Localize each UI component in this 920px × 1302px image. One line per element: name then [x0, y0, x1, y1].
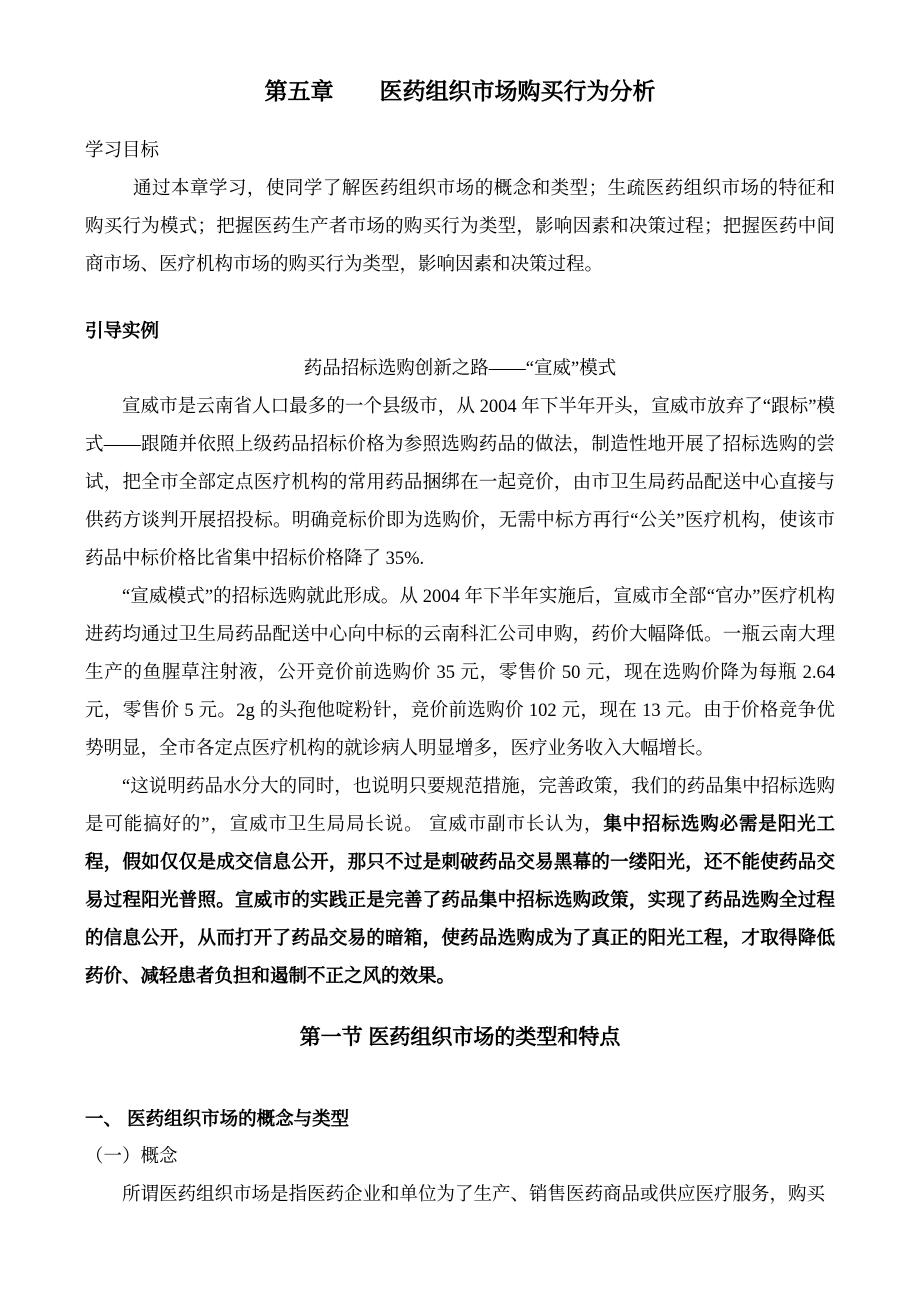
section-title: 第一节 医药组织市场的类型和特点 [299, 1026, 621, 1049]
subheading-concept: （一）概念 [85, 1147, 178, 1167]
example-paragraph-2: “宣威模式”的招标选购就此形成。从 2004 年下半年实施后，宣威市全部“官办”医疗机构进药均通过卫生局药品配送中心向中标的云南科汇公司申购，药价大幅降低。一瓶云南大理生产的鱼腥草注射液，公开竞价前选购价 35 元，零售价 50 元，现在选购价降为每瓶 2.64 元，零售价 5 元。2g 的头孢他啶粉针，竞价前选购价 102 元，现在 13 元。由于价格竞争优势明显，全市各定点医疗机构的就诊病人明显增多，医疗业务收入大幅增长。 [85, 587, 835, 759]
learning-goal-paragraph: 通过本章学习，使同学了解医药组织市场的概念和类型；生疏医药组织市场的特征和购买行为模式；把握医药生产者市场的购买行为类型，影响因素和决策过程；把握医药中间商市场、医疗机构市场的购买行为类型，影响因素和决策过程。 [85, 179, 835, 275]
learning-goal-label: 学习目标 [85, 141, 160, 161]
example-paragraph-1: 宣威市是云南省人口最多的一个县级市，从 2004 年下半年开头，宣威市放弃了“跟标”模式——跟随并依照上级药品招标价格为参照选购药品的做法，制造性地开展了招标选购的尝试，把全市全部定点医疗机构的常用药品捆绑在一起竞价，由市卫生局药品配送中心直接与供药方谈判开展招投标。明确竞标价即为选购价，无需中标方再行“公关”医疗机构，使该市药品中标价格比省集中招标价格降了 35%. [85, 397, 835, 569]
example-paragraph-3-bold-run: 集中招标选购必需是阳光工程，假如仅仅是成交信息公开，那只不过是刺破药品交易黑幕的一缕阳光，还不能使药品交易过程阳光普照。宣威市的实践正是完善了药品集中招标选购政策，实现了药品选购全过程的信息公开，从而打开了药品交易的暗箱，使药品选购成为了真正的阳光工程，才取得降低药价、减轻患者负担和遏制不正之风的效果。 [85, 815, 835, 987]
example-label: 引导实例 [85, 320, 160, 341]
heading-concept-and-types: 一、 医药组织市场的概念与类型 [85, 1108, 350, 1129]
example-paragraph-3-normal-run: “这说明药品水分大的同时，也说明只要规范措施，完善政策，我们的药品集中招标选购是可能搞好的”，宣威市卫生局局长说。 宣威市副市长认为， [85, 777, 835, 835]
final-paragraph: 所谓医药组织市场是指医药企业和单位为了生产、销售医药商品或供应医疗服务，购买 [122, 1185, 826, 1205]
example-title: 药品招标选购创新之路——“宣威”模式 [303, 359, 617, 379]
chapter-title: 第五章 医药组织市场购买行为分析 [264, 78, 656, 104]
example-paragraph-3 [85, 768, 835, 996]
